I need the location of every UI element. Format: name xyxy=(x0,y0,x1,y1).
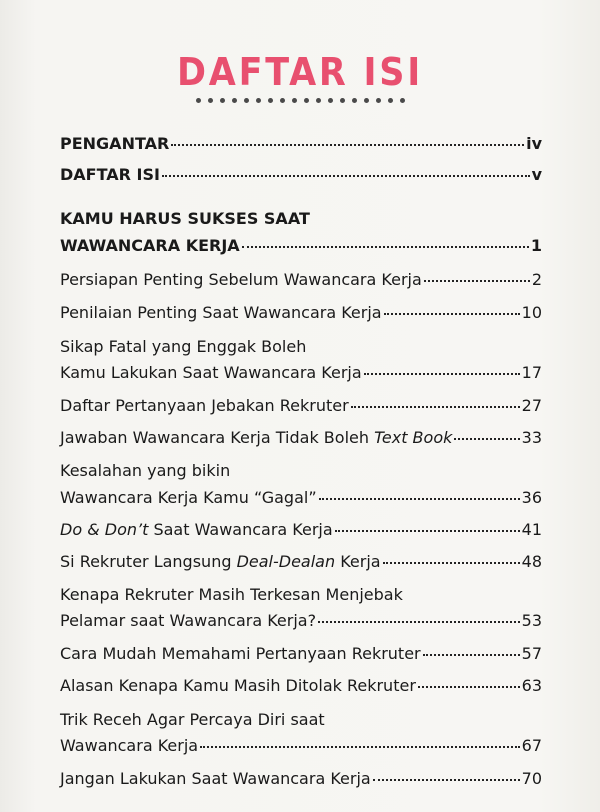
toc-entry-label: Penilaian Penting Saat Wawancara Kerja xyxy=(60,303,382,322)
toc-entry-page: 53 xyxy=(521,611,542,630)
toc-entry-cara-mudah[interactable] xyxy=(60,644,542,664)
toc-entry-jangan-lakukan[interactable] xyxy=(60,769,542,789)
toc-entry-line1: KAMU HARUS SUKSES SAAT xyxy=(60,209,310,228)
toc-entry-alasan[interactable] xyxy=(60,676,542,696)
toc-entry-label-italic: Do & Don’t xyxy=(60,520,149,539)
toc-entry-label: Wawancara Kerja Kamu “Gagal” xyxy=(60,488,317,507)
toc-entry-page: 63 xyxy=(521,676,542,695)
toc-entry-page: 57 xyxy=(521,644,542,663)
toc-entry-page: 41 xyxy=(521,520,542,539)
toc-entry-page: 2 xyxy=(531,270,542,289)
toc-entry-label: Kamu Lakukan Saat Wawancara Kerja xyxy=(60,363,362,382)
toc-entry-page: 33 xyxy=(521,428,542,447)
toc-entry-page: iv xyxy=(526,134,542,153)
toc-entry-label: Persiapan Penting Sebelum Wawancara Kerja xyxy=(60,270,422,289)
toc-entry-label: DAFTAR ISI xyxy=(60,165,160,184)
toc-entry-label: Pelamar saat Wawancara Kerja? xyxy=(60,611,317,630)
toc-entry-line1: Sikap Fatal yang Enggak Boleh xyxy=(60,337,307,356)
toc-entry-label: Kerja xyxy=(335,552,381,571)
toc-entry-jawaban[interactable] xyxy=(60,428,542,448)
toc-entry-page: 10 xyxy=(521,303,542,322)
toc-entry-page: 48 xyxy=(521,552,542,571)
toc-entry-sikap-fatal[interactable] xyxy=(60,363,542,383)
toc-entry-label: PENGANTAR xyxy=(60,134,170,153)
toc-entry-label: Jawaban Wawancara Kerja Tidak Boleh xyxy=(60,428,375,447)
title-dot-divider xyxy=(0,98,600,103)
toc-entry-label-italic: Deal-Dealan xyxy=(236,552,336,571)
toc-entry-persiapan[interactable] xyxy=(60,270,542,290)
toc-entry-do-dont[interactable] xyxy=(60,520,542,540)
toc-entry-label: WAWANCARA KERJA xyxy=(60,236,240,255)
toc-entry-page: 67 xyxy=(521,736,542,755)
toc-entry-kesalahan[interactable] xyxy=(60,488,542,508)
toc-entry-page: 27 xyxy=(521,396,542,415)
toc-entry-deal-dealan[interactable] xyxy=(60,552,542,572)
toc-entry-page: 70 xyxy=(521,769,542,788)
toc-entry-line1: Kesalahan yang bikin xyxy=(60,461,231,480)
toc-entry-label: Jangan Lakukan Saat Wawancara Kerja xyxy=(60,769,371,788)
toc-entry-page: 1 xyxy=(530,236,542,255)
toc-entry-label: Saat Wawancara Kerja xyxy=(148,520,333,539)
toc-entry-pengantar[interactable] xyxy=(60,134,542,154)
toc-entry-trik-receh[interactable] xyxy=(60,736,542,756)
toc-entry-label: Wawancara Kerja xyxy=(60,736,199,755)
toc-entry-label: Si Rekruter Langsung xyxy=(60,552,237,571)
toc-entry-label: Daftar Pertanyaan Jebakan Rekruter xyxy=(60,396,349,415)
toc-entry-label-italic: Text Book xyxy=(374,428,453,447)
toc-entry-page: v xyxy=(531,165,542,184)
toc-entry-label: Cara Mudah Memahami Pertanyaan Rekruter xyxy=(60,644,421,663)
toc-entry-line1: Trik Receh Agar Percaya Diri saat xyxy=(60,710,325,729)
toc-entry-kenapa-rekruter[interactable] xyxy=(60,611,542,631)
toc-entry-daftar-pertanyaan[interactable] xyxy=(60,396,542,416)
toc-entry-page: 17 xyxy=(521,363,542,382)
toc-entry-wawancara-kerja[interactable] xyxy=(60,236,542,256)
toc-entry-line1: Kenapa Rekruter Masih Terkesan Menjebak xyxy=(60,585,403,604)
page-title: DAFTAR ISI xyxy=(176,50,424,94)
toc-entry-label: Alasan Kenapa Kamu Masih Ditolak Rekruter xyxy=(60,676,416,695)
toc-entry-penilaian[interactable] xyxy=(60,303,542,323)
toc-entry-page: 36 xyxy=(521,488,542,507)
toc-entry-daftar-isi[interactable] xyxy=(60,165,542,185)
